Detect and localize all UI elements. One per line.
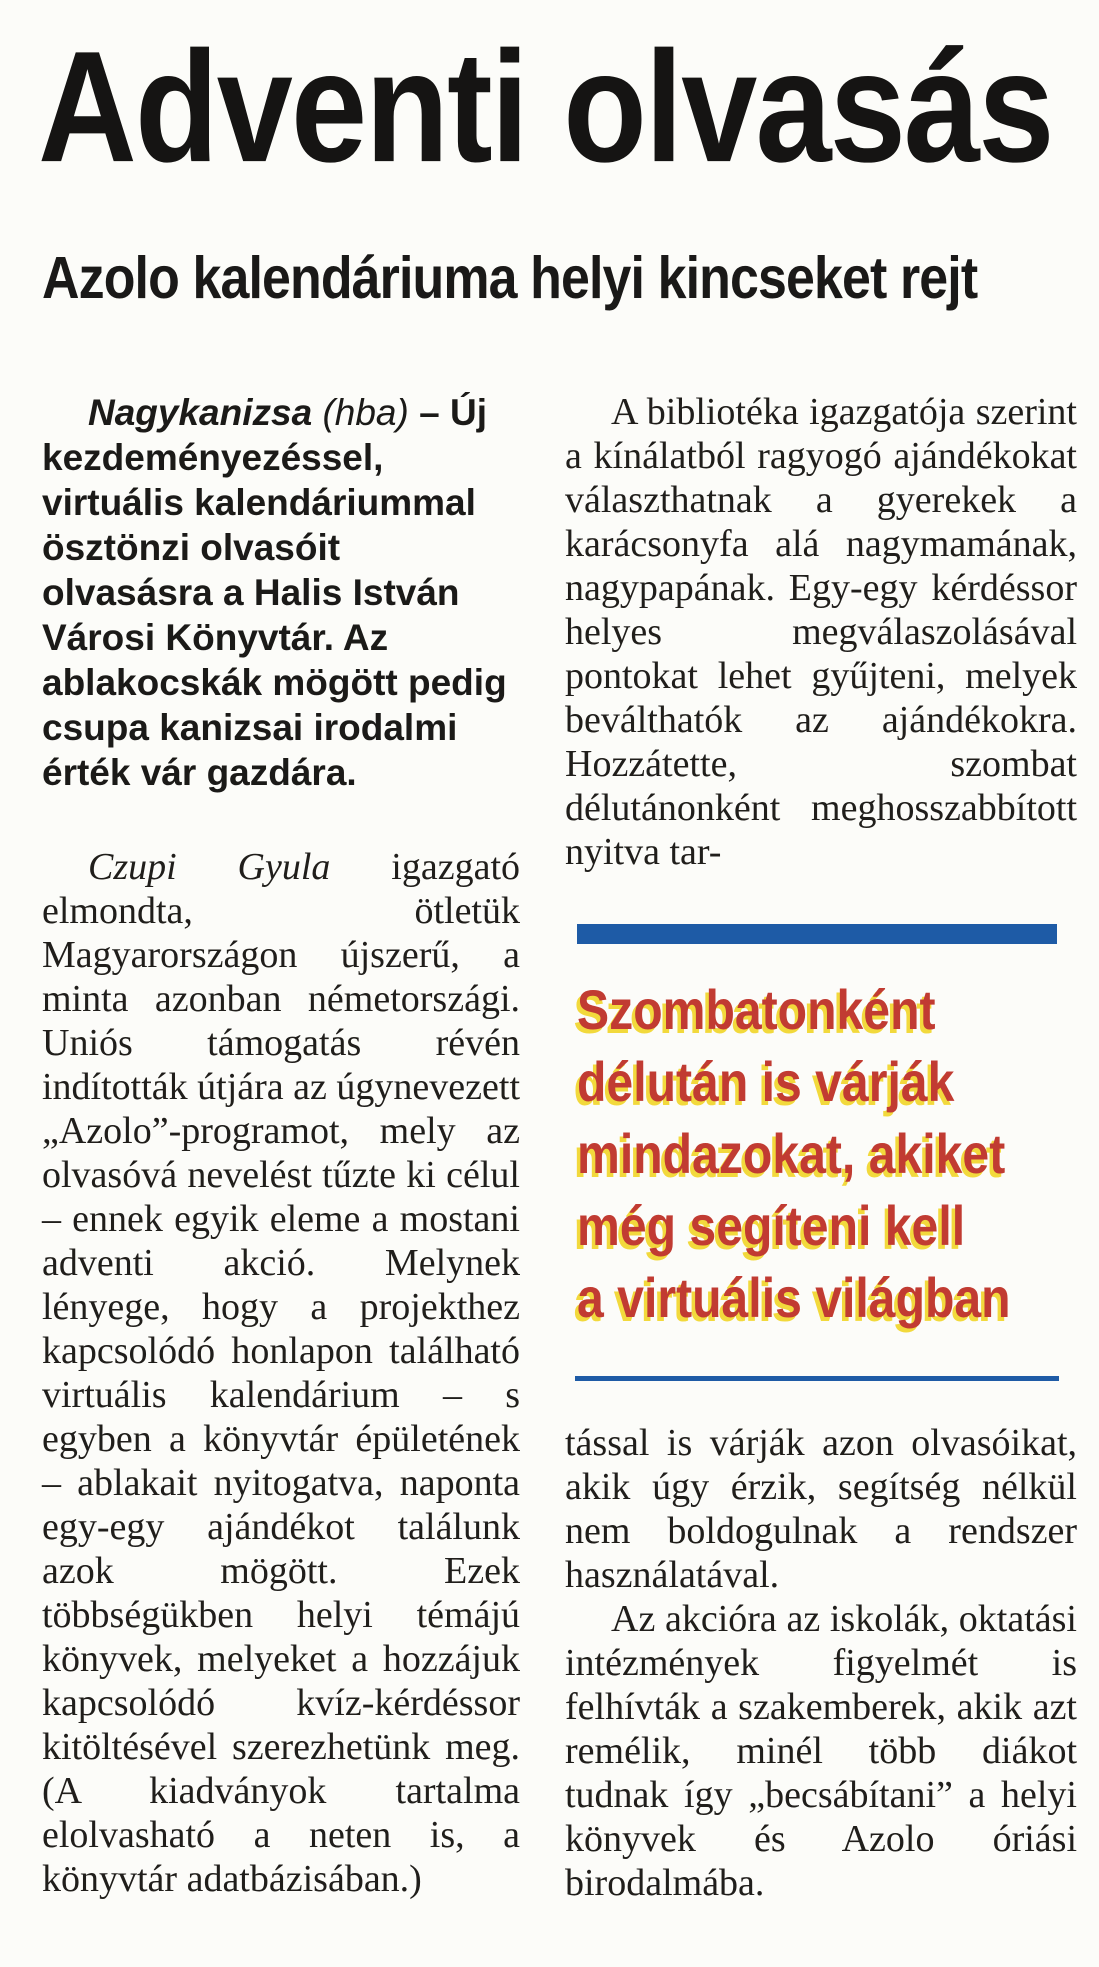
pull-quote-line: délután is várják — [577, 1050, 955, 1113]
pull-quote — [577, 974, 1077, 1334]
pull-quote-line: még segíteni kell — [577, 1194, 966, 1257]
right-column — [565, 390, 1077, 1905]
byline-credit: (hba) — [322, 392, 409, 433]
lead-text: – Új kezdeményezéssel, virtuális kalendáriummal ösztönzi olvasóit olvasásra a Halis István Városi Könyvtár. Az ablakocskák mögött pedig csupa kanizsai irodalmi érték vár gazdára. — [42, 392, 507, 793]
pull-quote-line: mindazokat, akiket — [577, 1122, 1006, 1185]
left-body-paragraph — [42, 845, 520, 1901]
dateline-location: Nagykanizsa — [88, 392, 313, 433]
divider-rule-bottom — [575, 1376, 1059, 1381]
right-paragraph-1: A bibliotéka igazgatója szerint a kínálatból ragyogó ajándékokat választhatnak a gyerekek a karácsonyfa alá nagymamának, nagypapának. Egy-egy kérdéssor helyes megválaszolásával pontokat lehet gyűjteni, melyek beválthatók az ajándékokra. Hozzátette, szombat délutánonként meghosszabbított nyitva tar- — [565, 391, 1077, 873]
right-paragraph-2: tással is várják azon olvasóikat, akik úgy érzik, segítség nélkül nem boldogulnak a rendszer használatával. — [565, 1422, 1077, 1596]
left-column — [42, 390, 520, 1901]
right-paragraph-3: Az akcióra az iskolák, oktatási intézmények figyelmét is felhívták a szakemberek, akik azt remélik, minél több diákot tudnak így „becsábítani” a helyi könyvek és Azolo óriási birodalmába. — [565, 1598, 1077, 1904]
person-name: Czupi Gyula — [88, 846, 331, 888]
article-subheadline: Azolo kalendáriuma helyi kincseket rejt — [42, 245, 978, 311]
divider-rule-top — [577, 924, 1057, 944]
pull-quote-line: a virtuális világban — [577, 1266, 1011, 1329]
article-headline: Adventi olvasás — [38, 18, 1053, 196]
left-body-text: igazgató elmondta, ötletük Magyarországon újszerű, a minta azonban németországi. Uniós támogatás révén indították útjára az úgynevezett „Azolo”-programot, mely az olvasóvá nevelést tűzte ki célul – ennek egyik eleme a mostani adventi akció. Melynek lényege, hogy a projekthez kapcsolódó honlapon található virtuális kalendárium – s egyben a könyvtár épületének – ablakait nyitogatva, naponta egy-egy ajándékot találunk azok mögött. Ezek többségükben helyi témájú könyvek, melyeket a hozzájuk kapcsolódó kvíz-kérdéssor kitöltésével szerezhetünk meg. (A kiadványok tartalma elolvasható a neten is, a könyvtár adatbázisában.) — [42, 846, 520, 1900]
lead-paragraph — [42, 390, 520, 795]
pull-quote-line: Szombatonként — [577, 978, 936, 1041]
